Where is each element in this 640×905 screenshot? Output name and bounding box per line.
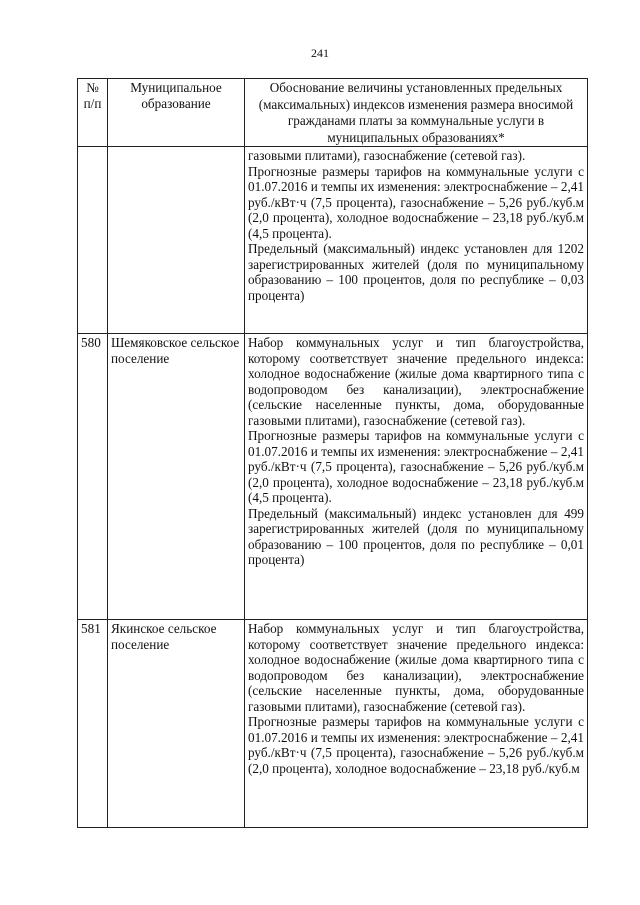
- header-description: Обоснование величины установленных предельных (максимальных) индексов изменения размера вносимой гражданами платы за коммунальные услуги в муниципальных образованиях*: [245, 79, 588, 147]
- row-description: [245, 620, 588, 828]
- description-paragraph: Набор коммунальных услуг и тип благоустройства, которому соответствует значение предельного индекса: холодное водоснабжение (жилые дома квартирного типа с водопроводом без канализации), электроснабжение (сельские населенные пункты, дома, оборудованные газовыми плитами), газоснабжение (сетевой газ).: [248, 335, 584, 428]
- description-paragraph: Прогнозные размеры тарифов на коммунальные услуги с 01.07.2016 и темпы их изменения: электроснабжение – 2,41 руб./кВт·ч (7,5 процента), газоснабжение – 5,26 руб./куб.м (2,0 процента), холодное водоснабжение – 23,18 руб./куб.м (4,5 процента).: [248, 428, 584, 505]
- description-paragraph: газовыми плитами), газоснабжение (сетевой газ).: [248, 148, 526, 163]
- row-number: 581: [78, 620, 108, 828]
- description-paragraph: Набор коммунальных услуг и тип благоустройства, которому соответствует значение предельного индекса: холодное водоснабжение (жилые дома квартирного типа с водопроводом без канализации), электроснабжение (сельские населенные пункты, дома, оборудованные газовыми плитами), газоснабжение (сетевой газ).: [248, 621, 584, 714]
- row-number: [78, 147, 108, 334]
- table-row: [78, 620, 588, 828]
- table-header-row: [78, 79, 588, 147]
- description-paragraph: Предельный (максимальный) индекс установлен для 1202 зарегистрированных жителей (доля по муниципальному образованию – 100 процентов, доля по республике – 0,03 процента): [248, 241, 584, 303]
- description-paragraph: Прогнозные размеры тарифов на коммунальные услуги с 01.07.2016 и темпы их изменения: электроснабжение – 2,41 руб./кВт·ч (7,5 процента), газоснабжение – 5,26 руб./куб.м (2,0 процента), холодное водоснабжение – 23,18 руб./куб.м: [248, 714, 584, 776]
- header-number: № п/п: [78, 79, 108, 147]
- table-row: [78, 334, 588, 620]
- row-municipality: Шемяковское сельское поселение: [108, 334, 245, 620]
- row-description: [245, 147, 588, 334]
- description-paragraph: Предельный (максимальный) индекс установлен для 499 зарегистрированных жителей (доля по муниципальному образованию – 100 процентов, доля по республике – 0,01 процента): [248, 505, 584, 567]
- header-municipality: Муниципальное образование: [108, 79, 245, 147]
- row-number: 580: [78, 334, 108, 620]
- table-row: [78, 147, 588, 334]
- row-description: [245, 334, 588, 620]
- row-municipality: [108, 147, 245, 334]
- tariff-table: [77, 78, 588, 828]
- description-paragraph: Прогнозные размеры тарифов на коммунальные услуги с 01.07.2016 и темпы их изменения: электроснабжение – 2,41 руб./кВт·ч (7,5 процента), газоснабжение – 5,26 руб./куб.м (2,0 процента), холодное водоснабжение – 23,18 руб./куб.м (4,5 процента).: [248, 163, 584, 241]
- page-number: 241: [311, 46, 329, 60]
- row-municipality: Якинское сельское поселение: [108, 620, 245, 828]
